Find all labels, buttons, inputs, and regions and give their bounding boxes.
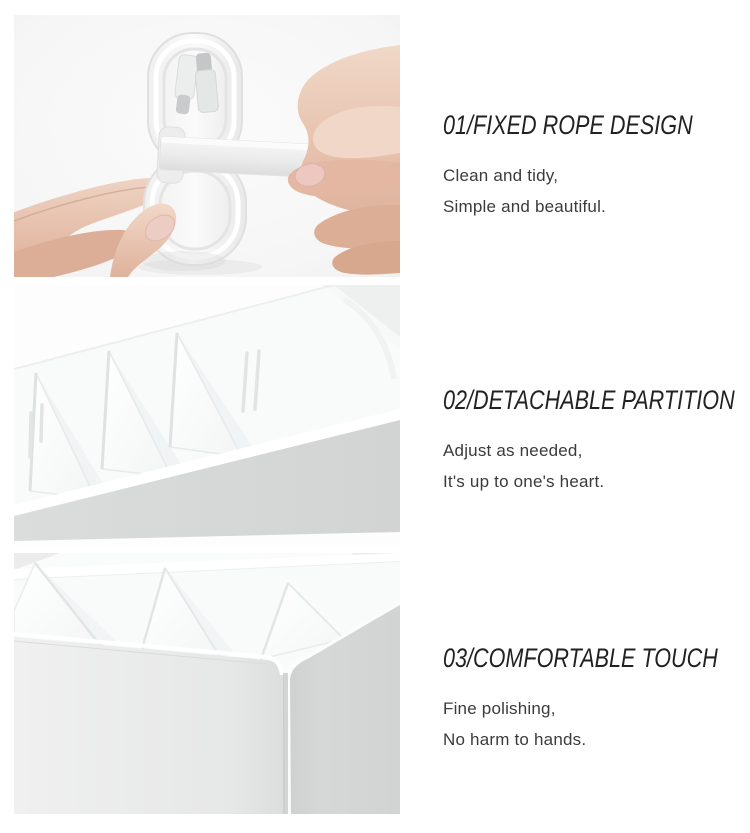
box-corner-illustration: [14, 553, 400, 814]
photo-comfortable-touch: [14, 553, 400, 814]
section-2-text: [443, 385, 745, 497]
section-1-text: [443, 110, 745, 222]
section-3-text: [443, 643, 745, 755]
section-3-line-1: Fine polishing,: [443, 699, 556, 718]
section-3-line-2: No harm to hands.: [443, 730, 587, 749]
corner-edge: [283, 673, 288, 814]
section-2-line-1: Adjust as needed,: [443, 441, 583, 460]
section-1-line-1: Clean and tidy,: [443, 166, 559, 185]
section-3-title: 03/COMFORTABLE TOUCH: [443, 643, 718, 673]
partition-tray-illustration: [14, 285, 400, 545]
box-front-face: [14, 637, 285, 814]
section-1-line-2: Simple and beautiful.: [443, 197, 606, 216]
photo-fixed-rope-design: [14, 15, 400, 277]
section-2-line-2: It's up to one's heart.: [443, 472, 605, 491]
section-1-title: 01/FIXED ROPE DESIGN: [443, 110, 693, 140]
fixed-rope-photo-illustration: [14, 15, 400, 277]
section-2-title: 02/DETACHABLE PARTITION: [443, 385, 735, 415]
photo-detachable-partition: [14, 285, 400, 545]
